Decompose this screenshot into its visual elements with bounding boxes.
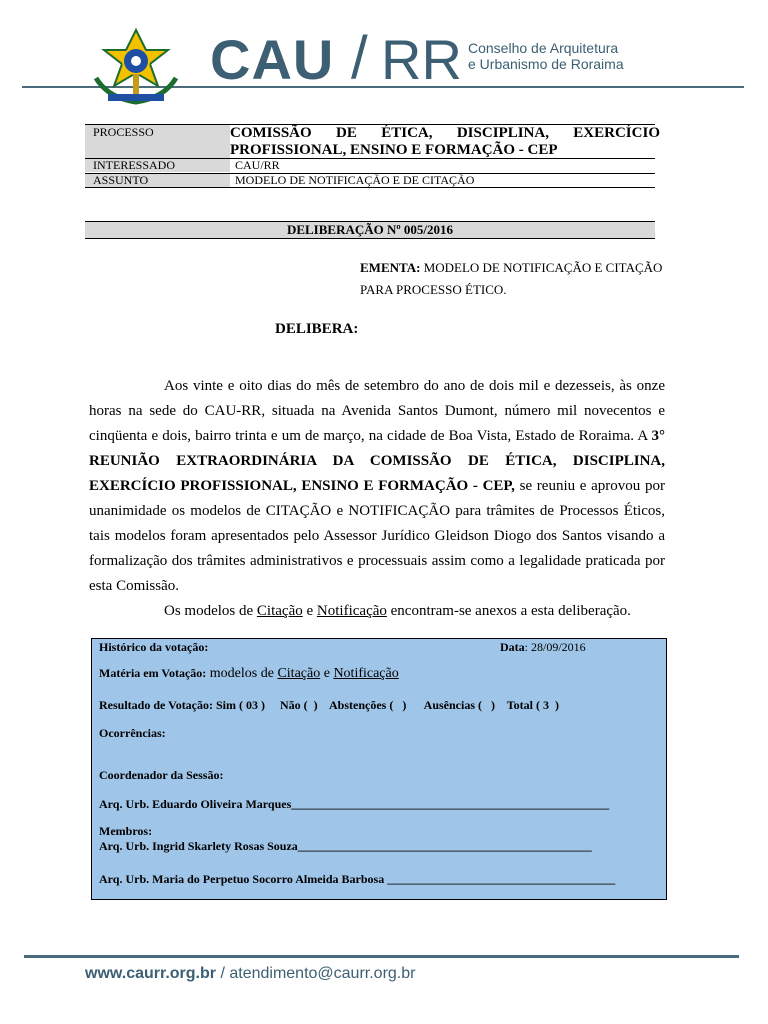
footer-rule	[24, 955, 739, 958]
membro-2: Arq. Urb. Maria do Perpetuo Socorro Almeida Barbosa ______________________________________	[99, 872, 616, 886]
paragraph-2-conj: e	[302, 603, 317, 619]
materia-field	[99, 666, 399, 682]
interessado-value: CAU/RR	[235, 158, 280, 172]
logo-subtitle-1: Conselho de Arquitetura	[468, 40, 619, 56]
logo-slash: /	[351, 24, 368, 91]
coordenador-label: Coordenador da Sessão:	[99, 768, 224, 782]
paragraph-2	[89, 599, 665, 624]
interessado-label: INTERESSADO	[85, 159, 230, 172]
paragraph-1-text-b: se reuniu e aprovou por unanimidade os modelos de CITAÇÃO e NOTIFICAÇÃO para trâmites de Processos Éticos, tais modelos foram apresentados pelo Assessor Jurídico Gleidson Diogo dos Santos visando a formalização dos trâmites administrativos e processuais assim como a legalidade praticada por esta Comissão.	[89, 478, 665, 594]
ementa	[360, 257, 670, 301]
footer-email: atendimento@caurr.org.br	[229, 965, 416, 982]
notificacao-link: Notificação	[316, 603, 387, 619]
ocorrencias-label: Ocorrências:	[99, 726, 166, 740]
footer-contact	[85, 965, 415, 983]
resultado-votacao: Resultado de Votação: Sim ( 03 ) Não ( ) Abstenções ( ) Ausências ( ) Total ( 3 )	[99, 698, 559, 712]
footer-sep: /	[216, 965, 230, 982]
membros-label: Membros:	[99, 824, 153, 838]
materia-citacao: Citação	[277, 666, 321, 681]
paragraph-2-text-b: encontram-se anexos a esta deliberação.	[386, 603, 631, 619]
data-value: : 28/09/2016	[524, 640, 586, 654]
logo-rr: RR	[381, 28, 462, 91]
body-text	[89, 374, 665, 624]
processo-label: PROCESSO	[85, 125, 230, 158]
paragraph-1	[89, 374, 665, 599]
table-rule-bottom	[85, 187, 655, 188]
materia-conj: e	[320, 666, 334, 681]
ementa-label: EMENTA:	[360, 260, 421, 275]
materia-notificacao: Notificação	[333, 666, 399, 681]
processo-value: COMISSÃO DE ÉTICA, DISCIPLINA, EXERCÍCIO PROFISSIONAL, ENSINO E FORMAÇÃO - CEP	[230, 125, 660, 158]
coordenador-nome: Arq. Urb. Eduardo Oliveira Marques_____________________________________________________	[99, 797, 610, 811]
data-field	[500, 640, 586, 655]
footer-site: www.caurr.org.br	[85, 965, 216, 982]
meeting-name: 3° REUNIÃO EXTRAORDINÁRIA DA COMISSÃO DE ÉTICA, DISCIPLINA, EXERCÍCIO PROFISSIONAL, ENSINO E FORMAÇÃO - CEP,	[89, 428, 665, 494]
assunto-value: MODELO DE NOTIFICAÇÃO E DE CITAÇÃO	[235, 173, 475, 187]
paragraph-2-text-a: Os modelos de	[164, 603, 257, 619]
delibera-heading: DELIBERA:	[275, 321, 359, 337]
brazil-coat-of-arms-icon	[88, 28, 184, 108]
ementa-text: MODELO DE NOTIFICAÇÃO E CITAÇÃO PARA PROCESSO ÉTICO.	[360, 260, 663, 297]
materia-label: Matéria em Votação:	[99, 666, 207, 680]
paragraph-1-text-a: Aos vinte e oito dias do mês de setembro do ano de dois mil e dezesseis, às onze horas na sede do CAU-RR, situada na Avenida Santos Dumont, número mil novecentos e cinqüenta e dois, bairro trinta e um de março, na cidade de Boa Vista, Estado de Roraima. A	[89, 378, 665, 444]
assunto-label: ASSUNTO	[85, 174, 230, 187]
deliberacao-title: DELIBERAÇÃO Nº 005/2016	[85, 221, 655, 239]
data-label: Data	[500, 640, 525, 654]
citacao-link: Citação	[256, 603, 303, 619]
logo-cau: CAU	[210, 28, 335, 91]
logo-subtitle-2: e Urbanismo de Roraima	[468, 56, 624, 72]
materia-text: modelos de	[206, 666, 278, 681]
historico-label: Histórico da votação:	[99, 640, 209, 654]
membro-1: Arq. Urb. Ingrid Skarlety Rosas Souza_________________________________________________	[99, 839, 592, 853]
